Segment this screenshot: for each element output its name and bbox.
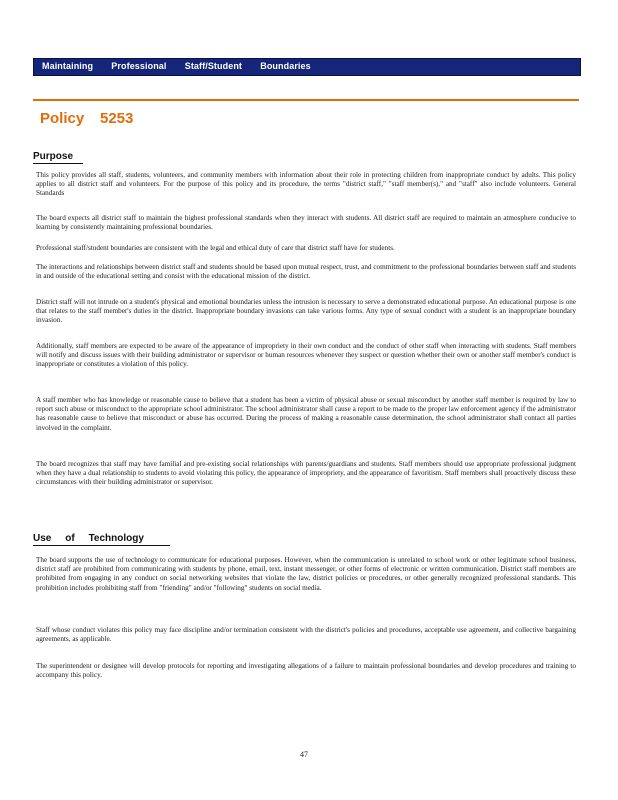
purpose-paragraph-2: The board expects all district staff to maintain the highest professional standards when they interact with students. All district staff are required to maintain an atmosphere conducive to learning by consistently maintaining professional boundaries. <box>36 214 576 232</box>
banner-title: Maintaining Professional Staff/Student Boundaries <box>42 61 311 71</box>
policy-label: Policy <box>40 110 85 127</box>
purpose-heading: Purpose <box>33 151 83 164</box>
purpose-paragraph-3: Professional staff/student boundaries are consistent with the legal and ethical duty of care that district staff have for students. <box>36 244 395 252</box>
technology-paragraph-1: The board supports the use of technology to communicate for educational purposes. However, when the communication is unrelated to school work or other legitimate school business, district staff are prohibited from communicating with students by phone, email, text, instant messenger, or other forms of electronic or written communication. District staff members are prohibited from engaging in any conduct on social networking websites that violate the law, district policies or procedures, or other generally recognized professional standards. This prohibition includes prohibiting staff from "friending" and/or "following" students on social media. <box>36 556 576 592</box>
technology-paragraph-3: The superintendent or designee will develop protocols for reporting and investigating allegations of a failure to maintain professional boundaries and develop procedures and training to accompany this policy. <box>36 662 576 680</box>
policy-number: 5253 <box>100 110 134 127</box>
purpose-paragraph-6: Additionally, staff members are expected to be aware of the appearance of impropriety in their own conduct and the conduct of other staff when interacting with students. Staff members will notify and discuss issues with their building administrator or supervisor or human resources whenever they suspect or question whether their own or another staff member's conduct is inappropriate or constitutes a violation of this policy. <box>36 342 576 369</box>
purpose-paragraph-7: A staff member who has knowledge or reasonable cause to believe that a student has been a victim of physical abuse or sexual misconduct by another staff member is required by law to report such abuse or misconduct to the appropriate school administrator. The school administrator shall cause a report to be made to the proper law enforcement agency if the administrator has reasonable cause to believe that misconduct or abuse has occurred. During the process of making a reasonable cause determination, the school administrator shall contact all parties involved in the complaint. <box>36 396 576 432</box>
technology-paragraph-2: Staff whose conduct violates this policy may face discipline and/or termination consistent with the district's policies and procedures, acceptable use agreement, and collective bargaining agreements, as applicable. <box>36 626 576 644</box>
purpose-paragraph-4: The interactions and relationships between district staff and students should be based upon mutual respect, trust, and commitment to the professional boundaries between staff and students in and outside of the educational setting and consist with the educational mission of the district. <box>36 263 576 281</box>
purpose-paragraph-8: The board recognizes that staff may have familial and pre-existing social relationships with parents/guardians and students. Staff members should use appropriate professional judgment when they have a dual relationship to students to avoid violating this policy, the appearance of impropriety, and the appearance of favoritism. Staff members shall proactively discuss these circumstances with their building administrator or supervisor. <box>36 460 576 487</box>
purpose-paragraph-5: District staff will not intrude on a student's physical and emotional boundaries unless the intrusion is necessary to serve a demonstrated educational purpose. An educational purpose is one that relates to the staff member's duties in the district. Inappropriate boundary invasions can take various forms. Any type of sexual conduct with a student is an inappropriate boundary invasion. <box>36 298 576 325</box>
policy-divider <box>33 99 579 101</box>
purpose-paragraph-1: This policy provides all staff, students, volunteers, and community members with information about their role in protecting children from inappropriate conduct by adults. This policy applies to all district staff and volunteers. For the purpose of this policy and its procedure, the terms "district staff," "staff member(s)," and "staff" also include volunteers. General Standards <box>36 171 576 198</box>
header-banner <box>33 58 581 76</box>
technology-heading: Use of Technology <box>33 533 170 546</box>
page-number: 47 <box>300 750 308 759</box>
